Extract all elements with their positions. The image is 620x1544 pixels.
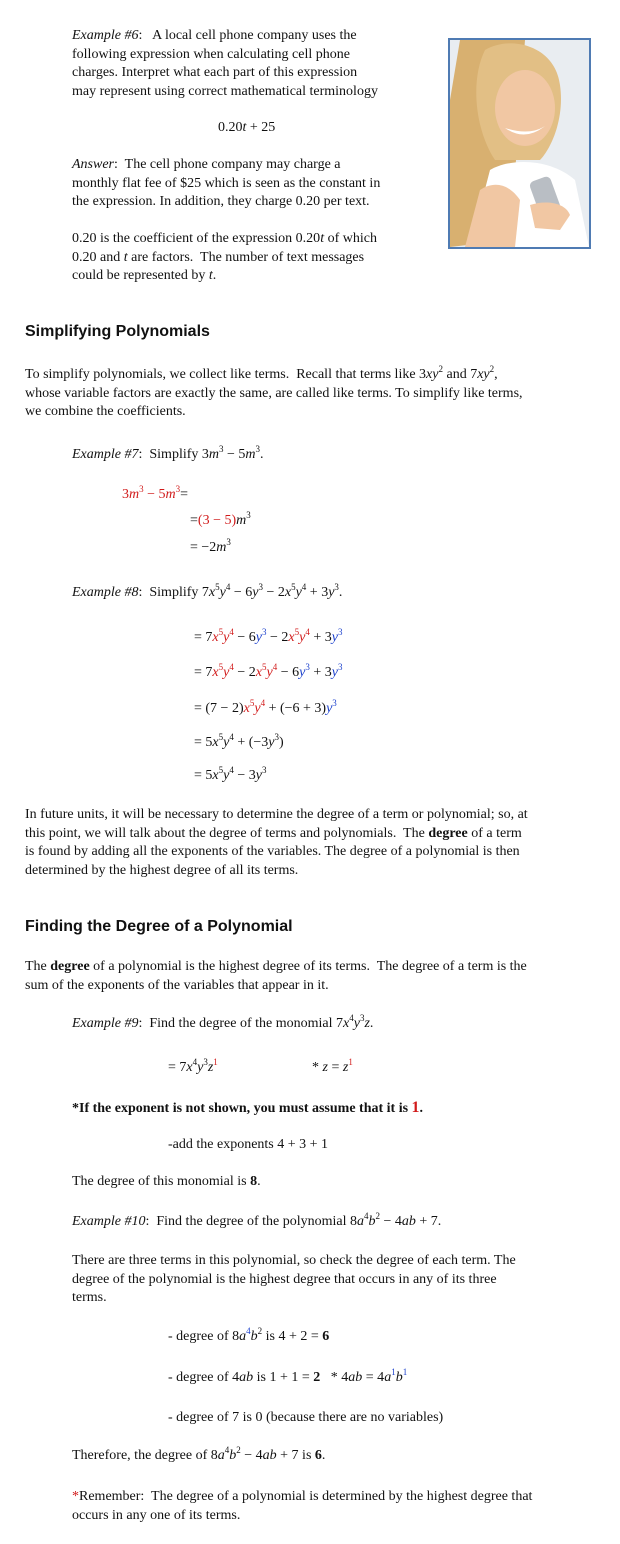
- example7-step3: = $-2m^3$: [190, 537, 231, 555]
- example10-therefore: Therefore, the degree of $8a^4b^2 - 4ab + 7$ is 6.: [72, 1445, 326, 1463]
- example6-block: [72, 27, 432, 101]
- example6-label: Example #6: [72, 28, 139, 43]
- example6-line1: Example #6: A local cell phone company uses the: [72, 28, 357, 43]
- answer-label: Answer: [72, 157, 114, 172]
- example9-step: = $7x^4y^3z^1$: [168, 1057, 218, 1075]
- example9-rule: *If the exponent is not shown, you must assume that it is 1.: [72, 1099, 424, 1116]
- example7-step2: $=(3 - 5)m^3$: [190, 510, 251, 528]
- example6-line4: may represent using correct mathematical terminology: [72, 83, 378, 99]
- example10-remember: *Remember: The degree of a polynomial is determined by the highest degree that occurs in any one of its terms.: [72, 1489, 533, 1523]
- section-title-simplifying: Simplifying Polynomials: [25, 323, 210, 340]
- example10-term2: - degree of 4ab is $1 + 1 = 2 * 4ab = 4a^1b^1$: [168, 1367, 408, 1385]
- example10-body: There are three terms in this polynomial, so check the degree of each term. The degree of the polynomial is the highest degree that occurs in any of its three terms.: [72, 1253, 516, 1305]
- example7-prompt: Example #7: Simplify $3m^3 - 5m^3$.: [72, 444, 264, 462]
- section1-intro: To simplify polynomials, we collect like terms. Recall that terms like $3xy^2$ and $7xy^2$, whose variable factors are exactly the same, are called like terms. To simplify like terms, we combine the coefficients.: [25, 364, 523, 419]
- section2-intro: The degree of a polynomial is the highest degree of its terms. The degree of a term is the sum of the exponents of the variables that appear in it.: [25, 959, 527, 993]
- example8-step4: = $5x^5y^4 + (-3y^3)$: [194, 732, 284, 750]
- example8-step5: = $5x^5y^4 - 3y^3$: [194, 765, 267, 783]
- example6-answer: Answer: The cell phone company may charge a monthly flat fee of $25 which is seen as the constant in the expression. In addition, they charge 0.20 per text.: [72, 157, 381, 209]
- example8-step1: = $7x^5y^4 - 6y^3 - 2x^5y^4 + 3y^3$: [194, 627, 343, 645]
- example10-term3: - degree of 7 is 0 (because there are no variables): [168, 1410, 444, 1425]
- example10-term1: - degree of $8a^4b^2$ is 4 + 2 = 6: [168, 1326, 330, 1344]
- woman-with-phone-photo: [448, 38, 591, 249]
- example8-prompt: Example #8: Simplify $7x^5y^4 - 6y^3 - 2x^5y^4 + 3y^3$.: [72, 582, 343, 600]
- example6-coefficient: 0.20 is the coefficient of the expression 0.20t of which 0.20 and t are factors. The number of text messages could be represented by t.: [72, 231, 377, 283]
- example9-result: The degree of this monomial is 8.: [72, 1174, 261, 1189]
- example6-line3: charges. Interpret what each part of this expression: [72, 65, 358, 80]
- example9-prompt: Example #9: Find the degree of the monomial $7x^4y^3z$.: [72, 1013, 374, 1031]
- example6-expression: 0.20t + 25: [218, 120, 276, 135]
- example6-line2: following expression when calculating cell phone: [72, 46, 350, 62]
- photo-illustration: [450, 40, 589, 247]
- example7-step1: $3m^3 - 5m^3=$: [122, 484, 189, 502]
- example10-prompt: Example #10: Find the degree of the polynomial $8a^4b^2 - 4ab + 7$.: [72, 1211, 442, 1229]
- degree-intro: In future units, it will be necessary to determine the degree of a term or polynomial; so, at this point, we will talk about the degree of terms and polynomials. The degree of a term is found by adding all the exponents of the variables. The degree of a polynomial is then determined by the highest degree of all its terms.: [25, 807, 528, 878]
- example8-step3: = $(7 - 2)x^5y^4 + (-6 + 3)y^3$: [194, 698, 337, 716]
- example9-note: * $z = z^1$: [312, 1057, 353, 1075]
- example8-step2: = $7x^5y^4 - 2x^5y^4 - 6y^3 + 3y^3$: [194, 662, 343, 680]
- example9-add: -add the exponents 4 + 3 + 1: [168, 1137, 329, 1152]
- section-title-degree: Finding the Degree of a Polynomial: [25, 918, 293, 935]
